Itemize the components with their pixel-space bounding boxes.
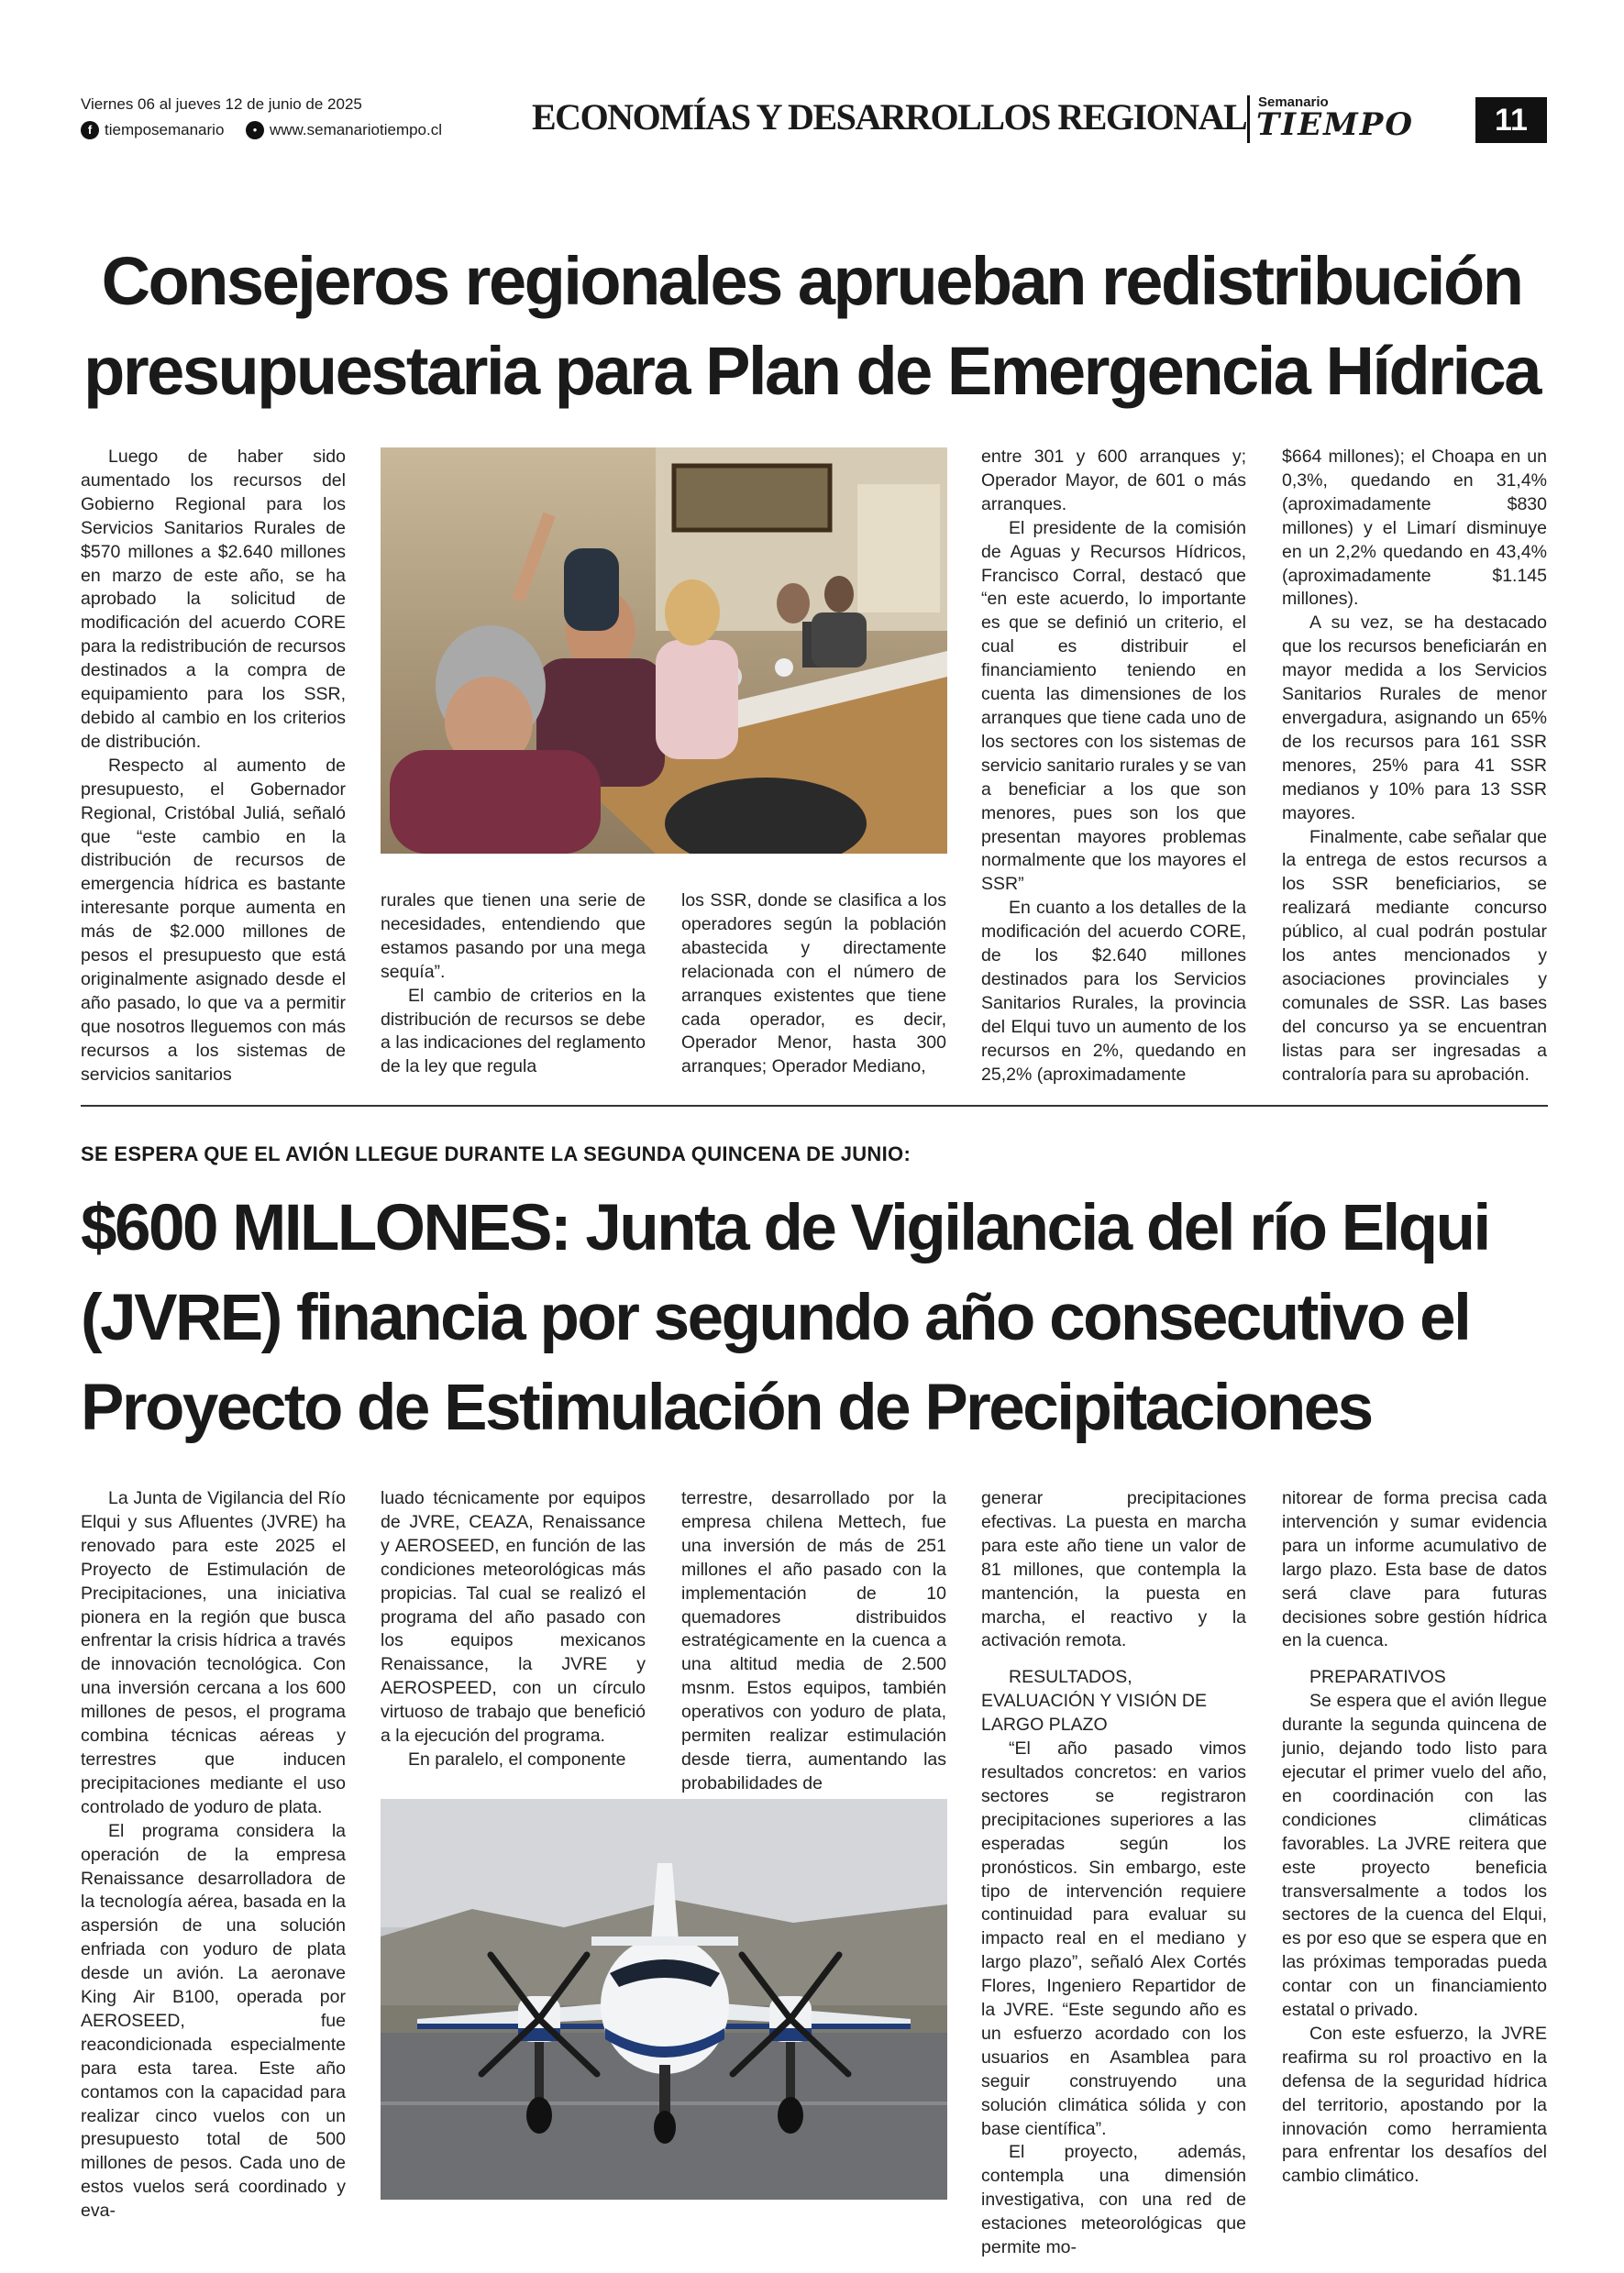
- subheading: PREPARATIVOS: [1309, 1667, 1446, 1688]
- article1-column-1: [81, 446, 346, 1087]
- section-title: ECONOMÍAS Y DESARROLLOS REGIONAL: [532, 96, 1247, 138]
- article1-photo: [381, 447, 947, 854]
- paragraph: entre 301 y 600 arranques y; Operador Mayor, de 601 o más arranques.: [981, 447, 1246, 514]
- article2-title-line3: Proyecto de Estimulación de Precipitaciones: [81, 1372, 1372, 1444]
- page-number: 11: [1475, 97, 1547, 143]
- paragraph: El proyecto, además, contempla una dimensión investigativa, con una red de estaciones meteorológicas que permite mo-: [981, 2142, 1246, 2258]
- paragraph: nitorear de forma precisa cada intervención y sumar evidencia para un informe acumulativo de largo plazo. Esta base de datos será clave para futuras decisiones sobre gestión hídrica en la cuenca.: [1282, 1488, 1547, 1651]
- article1-title-line2: presupuestaria para Plan de Emergencia Hídrica: [83, 333, 1540, 409]
- article-divider: [81, 1105, 1548, 1107]
- paragraph: luado técnicamente por equipos de JVRE, CEAZA, Renaissance y AEROSEED, en función de las condiciones meteorológicas más propicias. Tal cual se realizó el programa del año pasado con los equipos mexicanos Renaissance, la JVRE y AEROSPEED, con un círculo virtuoso de trabajo que benefició a la ejecución del programa.: [381, 1488, 646, 1747]
- issue-date: Viernes 06 al jueves 12 de junio de 2025: [81, 95, 362, 113]
- article2-column-3: [681, 1487, 946, 1796]
- facebook-label: tiemposemanario: [105, 121, 225, 138]
- council-meeting-photo: [381, 447, 947, 854]
- article1-column-5: [1282, 446, 1547, 1087]
- paragraph: Con este esfuerzo, la JVRE reafirma su rol proactivo en la defensa de la seguridad hídrica del territorio, apostando por la innovación como herramienta para enfrentar los desafíos del cambio climático.: [1282, 2023, 1547, 2187]
- paragraph: El presidente de la comisión de Aguas y Recursos Hídricos, Francisco Corral, destacó que “en este acuerdo, lo importante es que se definió un criterio, el cual es distribuir el financiamiento teniendo en cuenta las dimensiones de los arranques que tiene cada uno de los sectores con los sistemas de servicio sanitario rurales y se van a beneficiar a los que son menores, pues son los que presentan mayores problemas normalmente que los mayores el SSR”: [981, 517, 1246, 895]
- article2-column-2: [381, 1487, 646, 1772]
- article2-column-1: [81, 1487, 346, 2223]
- article2-column-4: [981, 1487, 1246, 2260]
- article2-column-5: [1282, 1487, 1547, 2189]
- paragraph: Luego de haber sido aumentado los recursos del Gobierno Regional para los Servicios Sanitarios Rurales de $570 millones a $2.640 millones en marzo de este año, se ha aprobado la solicitud de modificación del acuerdo CORE para la redistribución de recursos destinados a la compra de equipamiento para los SSR, debido al cambio en los criterios de distribución.: [81, 447, 346, 752]
- paragraph: los SSR, donde se clasifica a los operadores según la población abastecida y directamente relacionada con el número de arranques existentes que tiene cada operador, es decir, Operador Menor, hasta 300 arranques; Operador Mediano,: [681, 890, 946, 1077]
- globe-icon: ●: [246, 121, 264, 139]
- paragraph: Finalmente, cabe señalar que la entrega de estos recursos a los SSR beneficiarios, se realizará mediante concurso público, al cual podrán postular los antes mencionados y asociaciones provinciales y comunales de SSR. Las bases del concurso ya se encuentran listas para ser ingresadas a contraloría para su aprobación.: [1282, 826, 1547, 1085]
- paragraph: Se espera que el avión llegue durante la segunda quincena de junio, dejando todo listo para ejecutar el primer vuelo del año, en coordinación con las condiciones climáticas favorables. La JVRE reitera que este proyecto beneficia transversalmente a todos los sectores de la cuenca del Elqui, es por eso que se espera que en las próximas temporadas pueda contar con un financiamiento estatal o privado.: [1282, 1691, 1547, 2021]
- paragraph: $664 millones); el Choapa en un 0,3%, quedando en 31,4% (aproximadamente $830 millones) y el Limarí disminuye en un 2,2% quedando en 43,4% (aproximadamente $1.145 millones).: [1282, 447, 1547, 610]
- paragraph: generar precipitaciones efectivas. La puesta en marcha para este año tiene un valor de 81 millones, que contempla la mantención, la puesta en marcha, el reactivo y la activación remota.: [981, 1488, 1246, 1651]
- paragraph: terrestre, desarrollado por la empresa chilena Mettech, fue una inversión de más de 251 millones el año pasado con la implementación de 10 quemadores distribuidos estratégicamente en la cuenca a una altitud media de 2.500 msnm. Estos equipos, también operativos con yoduro de plata, permiten realizar estimulación desde tierra, aumentando las probabilidades de: [681, 1488, 946, 1793]
- brand-tagline: Semanario: [1258, 94, 1329, 110]
- article1-title-line1: Consejeros regionales aprueban redistribución: [101, 243, 1522, 319]
- paragraph: En paralelo, el componente: [408, 1749, 626, 1770]
- article1-column-4: [981, 446, 1246, 1087]
- facebook-icon: f: [81, 121, 99, 139]
- brand-logo: TIEMPO: [1256, 106, 1414, 143]
- paragraph: “El año pasado vimos resultados concretos: en varios sectores se registraron precipitaciones superiores a las esperadas según los pronósticos. Sin embargo, este tipo de intervención requiere continuidad para evaluar su impacto real en el mediano y largo plazo”, señaló Alex Cortés Flores, Ingeniero Repartidor de la JVRE. “Este segundo año es un esfuerzo acordado con los usuarios en Asamblea para seguir construyendo una solución climática sólida y con base científica”.: [981, 1738, 1246, 2139]
- facebook-handle[interactable]: [81, 121, 224, 139]
- paragraph: Respecto al aumento de presupuesto, el Gobernador Regional, Cristóbal Juliá, señaló que “este cambio en la distribución de recursos de emergencia hídrica es bastante interesante porque aumenta en más de $2.000 millones de pesos el presupuesto que está originalmente asignado desde el año pasado, lo que va a permitir que nosotros lleguemos con más recursos a los sistemas de servicios sanitarios: [81, 755, 346, 1085]
- article1-column-3: [681, 889, 946, 1079]
- article2-title-line1: $600 MILLONES: Junta de Vigilancia del río Elqui: [81, 1192, 1489, 1264]
- subheading: RESULTADOS, EVALUACIÓN Y VISIÓN DE LARGO PLAZO: [981, 1667, 1207, 1736]
- paragraph: A su vez, se ha destacado que los recursos beneficiarán en mayor medida a los Servicios Sanitarios Rurales de menor envergadura, asignando un 65% de los recursos para 161 SSR menores, 25% para 41 SSR medianos y 10% para 13 SSR mayores.: [1282, 612, 1547, 823]
- website-link[interactable]: [246, 121, 442, 139]
- paragraph: El programa considera la operación de la empresa Renaissance desarrolladora de la tecnología aérea, basada en la aspersión de una solución enfriada con yoduro de plata desde un avión. La aeronave King Air B100, operada por AEROSEED, fue reacondicionada especialmente para esta tarea. Este año contamos con la capacidad para realizar cinco vuelos con un presupuesto total de 500 millones de pesos. Cada uno de estos vuelos será coordinado y eva-: [81, 1820, 346, 2222]
- paragraph: El cambio de criterios en la distribución de recursos se debe a las indicaciones del reglamento de la ley que regula: [381, 985, 646, 1077]
- header-divider: [1247, 95, 1250, 143]
- article2-photo: [381, 1799, 947, 2200]
- article2-title-line2: (JVRE) financia por segundo año consecutivo el: [81, 1282, 1470, 1354]
- paragraph: En cuanto a los detalles de la modificación del acuerdo CORE, de los $2.640 millones destinados para los Servicios Sanitarios Rurales, la provincia del Elqui tuvo un aumento de los recursos en 2%, quedando en 25,2% (aproximadamente: [981, 898, 1246, 1085]
- article2-kicker: SE ESPERA QUE EL AVIÓN LLEGUE DURANTE LA SEGUNDA QUINCENA DE JUNIO:: [81, 1142, 911, 1165]
- website-label: www.semanariotiempo.cl: [270, 121, 443, 138]
- paragraph: rurales que tienen una serie de necesidades, entendiendo que estamos pasando por una mega sequía”.: [381, 890, 646, 982]
- airplane-photo: [381, 1799, 947, 2200]
- paragraph: La Junta de Vigilancia del Río Elqui y sus Afluentes (JVRE) ha renovado para este 2025 el Proyecto de Estimulación de Precipitaciones, una iniciativa pionera en la región que busca enfrentar la crisis hídrica a través de innovación tecnológica. Con una inversión cercana a los 600 millones de pesos, el programa combina técnicas aéreas y terrestres que inducen precipitaciones mediante el uso controlado de yoduro de plata.: [81, 1488, 346, 1817]
- article1-column-2: [381, 889, 646, 1079]
